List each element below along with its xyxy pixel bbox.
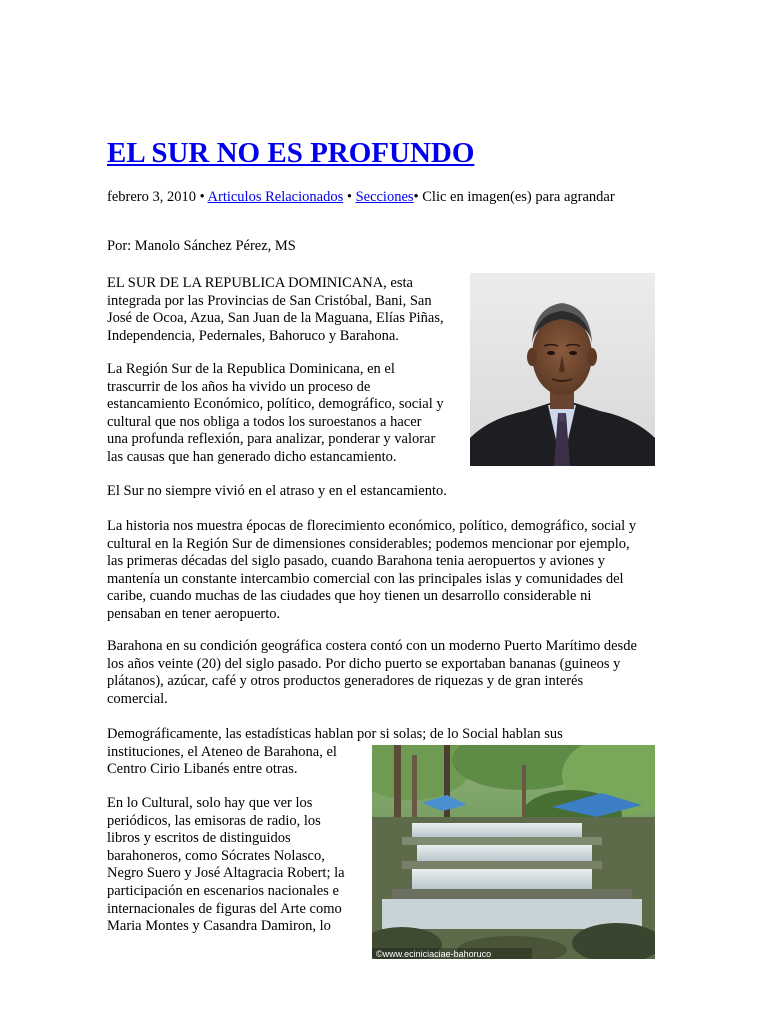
article-title-link[interactable]: EL SUR NO ES PROFUNDO <box>107 137 475 169</box>
waterfall-image <box>372 745 655 959</box>
paragraph-6: Demográficamente, las estadísticas hablan por si solas; de lo Social hablan sus instituciones, el Ateneo de Barahona, el Centro Cirio Libanés entre otras. <box>107 726 563 778</box>
meta-bullet: • <box>343 189 356 205</box>
paragraph-2: La Región Sur de la Republica Dominicana, en el trascurrir de los años ha vivido un proceso de estancamiento Económico, político, demográfico, social y cultural que nos obliga a todos los suroestanos a hacer una profunda reflexión, para analizar, ponderar y valorar las causas que han generado dicho estancamiento. <box>107 361 444 465</box>
article-meta <box>107 187 615 207</box>
author-portrait-photo[interactable] <box>470 273 655 466</box>
article-title <box>107 133 474 173</box>
portrait-image <box>470 273 655 466</box>
photo-watermark-text: ©www.eciniciaciae-bahoruco <box>376 949 492 959</box>
article-date: febrero 3, 2010 <box>107 189 196 205</box>
click-to-enlarge-note: • Clic en imagen(es) para agrandar <box>413 189 615 205</box>
paragraph-5: Barahona en su condición geográfica costera contó con un moderno Puerto Marítimo desde los años veinte (20) del siglo pasado. Por dicho puerto se exportaban bananas (guineos y plátanos), azúcar, café y otros productos generadores de riquezas y de gran interés comercial. <box>107 638 637 707</box>
paragraph-1: EL SUR DE LA REPUBLICA DOMINICANA, esta integrada por las Provincias de San Cristóbal, Bani, San José de Ocoa, Azua, San Juan de la Maguana, Elías Piñas, Independencia, Pedernales, Bahoruco y Barahona. <box>107 275 444 344</box>
paragraph-3: El Sur no siempre vivió en el atraso y en el estancamiento. <box>107 483 447 499</box>
sections-link[interactable]: Secciones <box>355 189 414 205</box>
meta-bullet: • <box>195 189 208 205</box>
waterfall-photo[interactable] <box>372 745 655 959</box>
related-articles-link[interactable]: Articulos Relacionados <box>207 189 344 205</box>
paragraph-7: En lo Cultural, solo hay que ver los periódicos, las emisoras de radio, los libros y escritos de distinguidos barahoneros, como Sócrates Nolasco, Negro Suero y José Altagracia Robert; la participación en escenarios nacionales e internacionales de figuras del Arte como Maria Montes y Casandra Damiron, lo <box>107 795 345 935</box>
paragraph-4: La historia nos muestra épocas de florecimiento económico, político, demográfico, social y cultural en la Región Sur de dimensiones considerables; podemos mencionar por ejemplo, las primeras décadas del siglo pasado, cuando Barahona tenia aeropuertos y aviones y mantenía un constante intercambio comercial con las principales islas y comunidades del caribe, cuando muchas de las ciudades que hoy tienen un desarrollo considerable ni pensaban en tener aeropuerto. <box>107 518 637 622</box>
byline: Por: Manolo Sánchez Pérez, MS <box>107 238 296 254</box>
